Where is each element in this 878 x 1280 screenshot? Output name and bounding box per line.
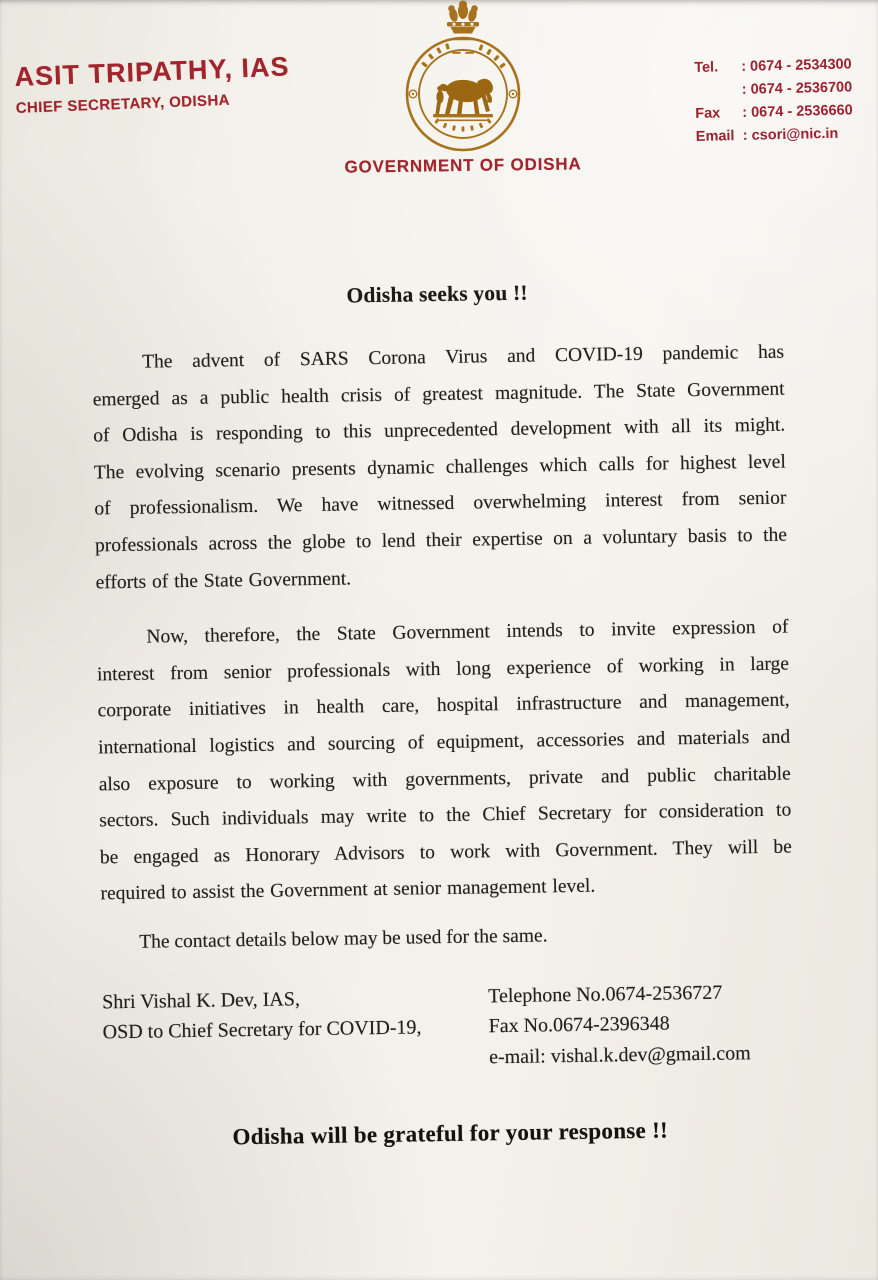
letter-title: Odisha seeks you !!: [346, 280, 528, 308]
fax-value: : 0674 - 2536660: [742, 102, 853, 121]
signatory-email: e-mail: vishal.k.dev@gmail.com: [488, 1041, 751, 1068]
email-label: Email: [695, 128, 735, 145]
contact-details-block: [102, 976, 795, 1078]
paragraph-3: The contact details below may be used for the same.: [139, 925, 548, 953]
officer-title: CHIEF SECRETARY, ODISHA: [15, 91, 231, 117]
fax-label: Fax: [695, 105, 721, 122]
body-line: of Odisha is responding to this unprecedented development with all its might.: [93, 414, 786, 447]
body-line: of professionalism. We have witnessed overwhelming interest from senior: [94, 487, 787, 520]
paragraph-2: [96, 610, 793, 914]
signatory-fax: Fax No.0674-2396348: [488, 1012, 670, 1038]
body-line: sectors. Such individuals may write to the Chief Secretary for consideration to: [99, 799, 792, 832]
letter-body: [91, 277, 797, 1153]
signatory-block: [102, 981, 489, 1079]
body-line: be engaged as Honorary Advisors to work with Government. They will be: [99, 836, 793, 869]
signatory-contact-block: [488, 976, 795, 1072]
body-line: professionals across the globe to lend their expertise on a voluntary basis to the: [94, 524, 788, 557]
officer-block: [14, 51, 291, 117]
email-row: [696, 122, 854, 149]
tel2-value: : 0674 - 2536700: [741, 79, 853, 98]
body-line: The evolving scenario presents dynamic challenges which calls for highest level: [93, 451, 786, 484]
email-value: : csori@nic.in: [742, 125, 839, 144]
signatory-name: Shri Vishal K. Dev, IAS,: [102, 987, 301, 1013]
signatory-designation: OSD to Chief Secretary for COVID-19,: [102, 1016, 422, 1044]
body-line: also exposure to working with governments, private and public charitable: [98, 763, 791, 795]
closing-line: Odisha will be grateful for your response !!: [232, 1117, 669, 1150]
body-line: corporate initiatives in health care, hospital infrastructure and management,: [97, 689, 790, 722]
office-contact-block: [694, 53, 853, 149]
body-line: Now, therefore, the State Government intends to invite expression of: [146, 616, 789, 648]
body-line: international logistics and sourcing of equipment, accessories and materials and: [98, 726, 791, 759]
body-line: emerged as a public health crisis of greatest magnitude. The State Government: [92, 378, 785, 411]
body-line: The advent of SARS Corona Virus and COVID-19 pandemic has: [141, 341, 785, 373]
tel2-label: [695, 79, 743, 103]
body-line: interest from senior professionals with long experience of working in large: [96, 653, 790, 686]
body-line: efforts of the State Government.: [95, 567, 352, 593]
officer-name: ASIT TRIPATHY, IAS: [14, 51, 290, 92]
paragraph-1: [92, 335, 788, 602]
tel-label: Tel.: [694, 59, 719, 76]
signatory-telephone: Telephone No.0674-2536727: [487, 981, 723, 1007]
org-name: GOVERNMENT OF ODISHA: [344, 154, 582, 177]
body-line: required to assist the Government at senior management level.: [100, 875, 596, 905]
govt-emblem-icon: [393, 0, 533, 158]
tel-value: : 0674 - 2534300: [741, 56, 852, 75]
